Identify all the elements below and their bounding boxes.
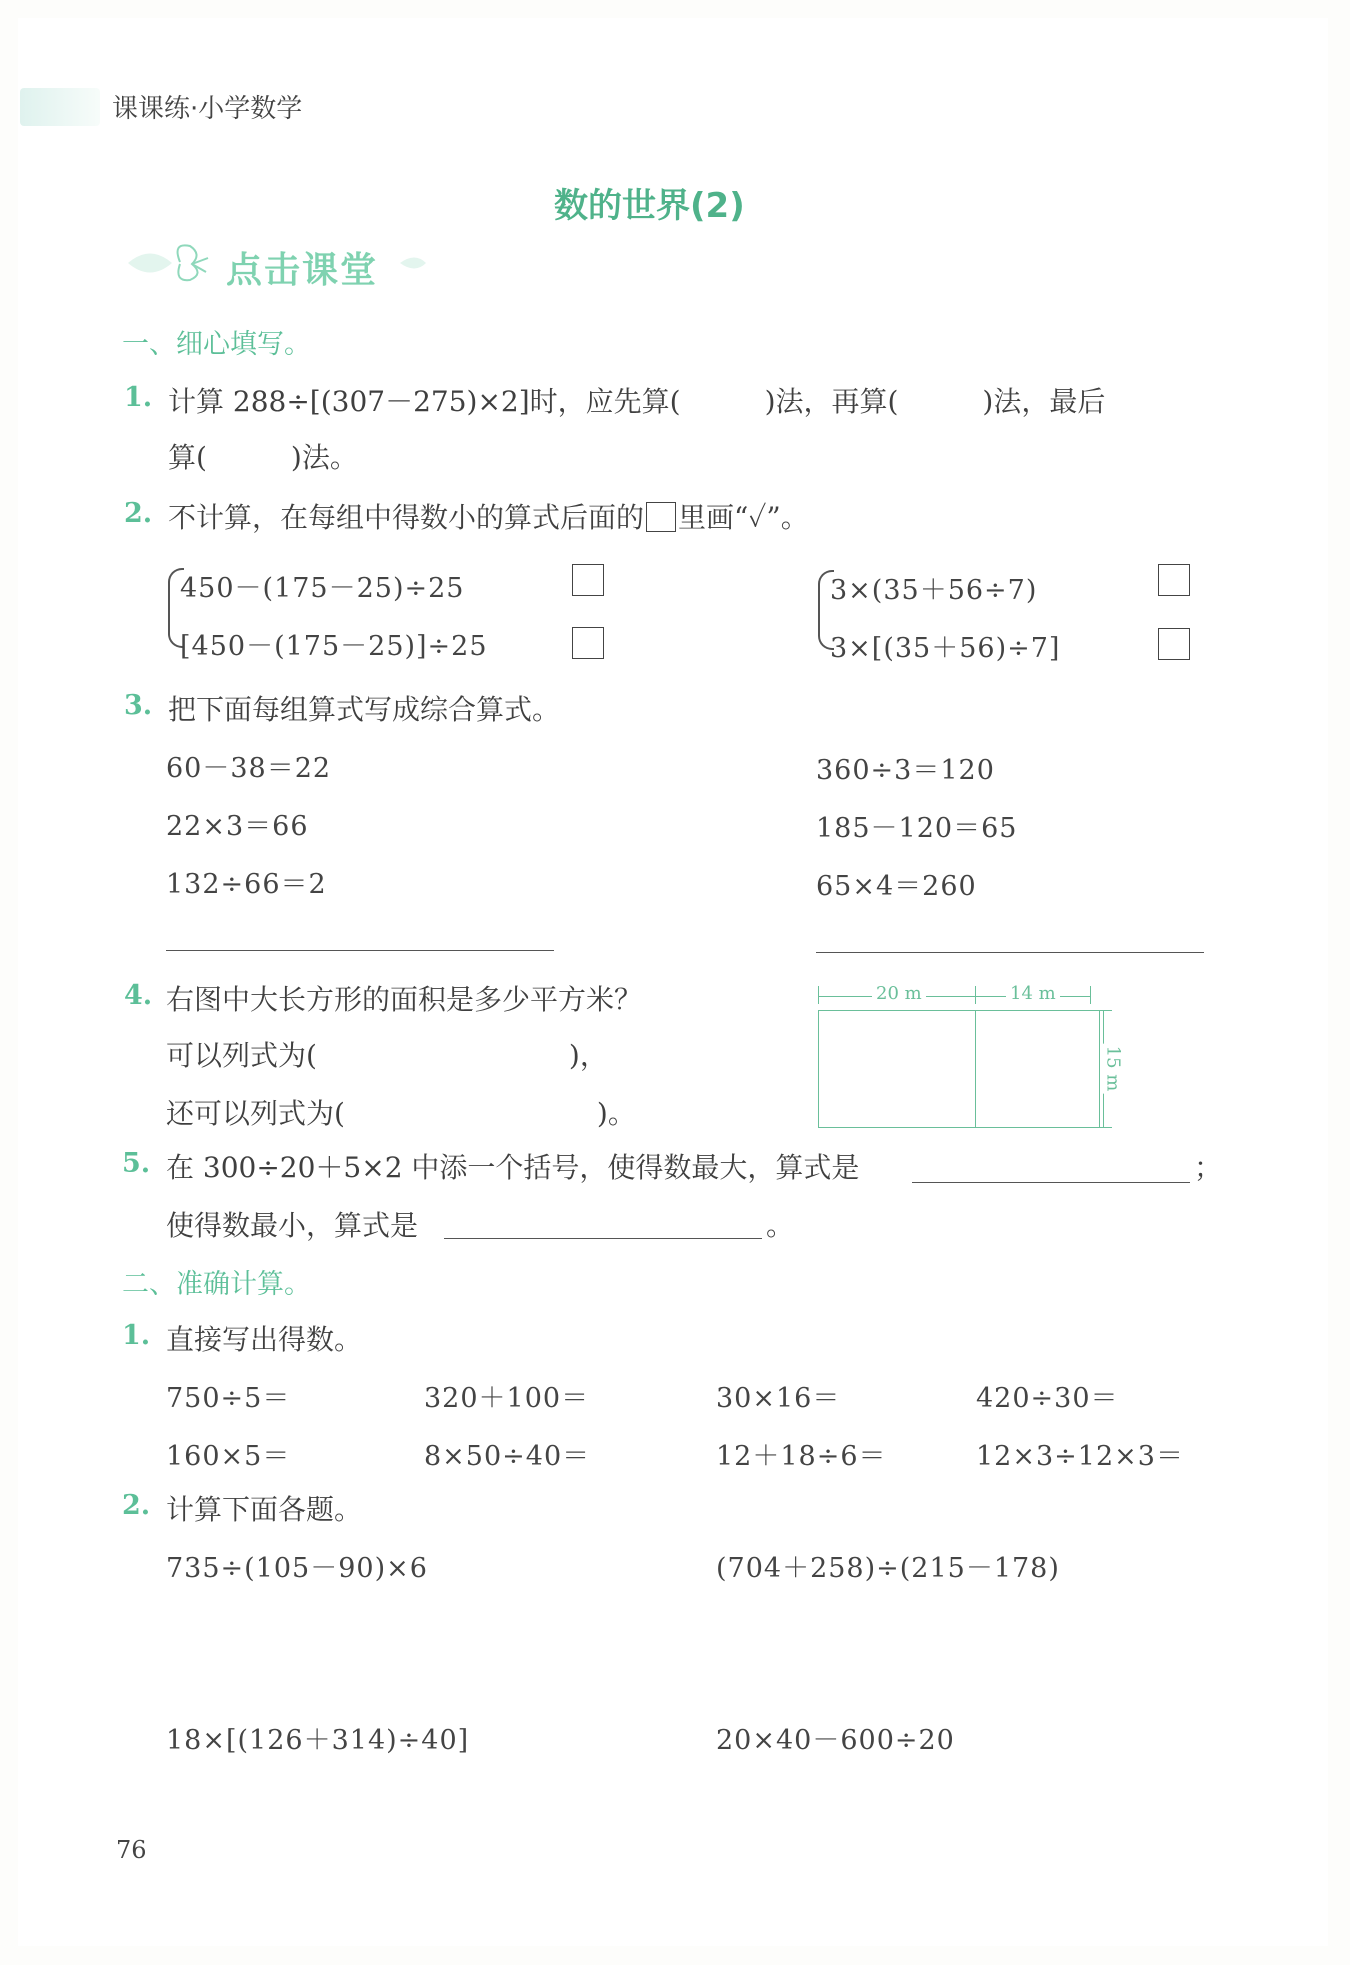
question-text (168, 496, 809, 536)
oral-calc-item: 320＋100＝ (424, 1383, 590, 1414)
checkbox-sample-icon (646, 502, 676, 532)
question-number: 2. (122, 1490, 151, 1521)
oral-calc-item: 30×16＝ (716, 1383, 841, 1414)
question-text: 直接写出得数。 (166, 1323, 363, 1356)
expression: [450－(175－25)]÷25 (180, 631, 488, 662)
answer-line[interactable] (444, 1238, 762, 1239)
calc-problem: 18×[(126＋314)÷40] (166, 1725, 470, 1756)
question-text: 计算下面各题。 (166, 1493, 363, 1526)
expression: 132÷66＝2 (166, 869, 327, 900)
answer-line[interactable] (816, 952, 1204, 953)
page-number: 76 (116, 1836, 147, 1864)
question-number: 1. (124, 382, 153, 413)
oral-calc-item: 12＋18÷6＝ (716, 1441, 887, 1472)
answer-line[interactable] (912, 1182, 1190, 1183)
answer-checkbox[interactable] (1158, 564, 1190, 596)
question-text-part: 不计算，在每组中得数小的算式后面的 (168, 501, 645, 534)
expression: 3×[(35＋56)÷7] (830, 633, 1061, 664)
question-text: 可以列式为( )， (166, 1039, 608, 1072)
question-text: 把下面每组算式写成综合算式。 (168, 693, 561, 726)
section-heading-calc: 二、准确计算。 (122, 1269, 311, 1300)
answer-checkbox[interactable] (572, 627, 604, 659)
question-text: ； (1194, 1151, 1223, 1184)
question-number: 3. (124, 690, 153, 721)
question-number: 1. (122, 1320, 151, 1351)
question-text-part: 里画“✓”。 (678, 501, 809, 534)
expression: 22×3＝66 (166, 811, 309, 842)
expression: 60－38＝22 (166, 753, 332, 784)
question-text: 。 (766, 1209, 795, 1242)
oral-calc-item: 8×50÷40＝ (424, 1441, 591, 1472)
expression: 3×(35＋56÷7) (830, 575, 1038, 606)
question-text: 在 300÷20＋5×2 中添一个括号，使得数最大，算式是 (166, 1151, 860, 1184)
question-number: 5. (122, 1148, 151, 1179)
dimension-tick (818, 986, 819, 1004)
oral-calc-item: 12×3÷12×3＝ (976, 1441, 1184, 1472)
question-text: 算( )法。 (168, 441, 358, 474)
book-series-header: 课课练·小学数学 (112, 94, 303, 124)
answer-checkbox[interactable] (572, 564, 604, 596)
width-label: 14 m (1006, 983, 1060, 1004)
width-label: 20 m (872, 983, 926, 1004)
page-title: 数的世界(2) (554, 186, 745, 226)
expression: 185－120＝65 (816, 813, 1018, 844)
question-text: 计算 288÷[(307－275)×2]时，应先算( )法，再算( )法，最后 (168, 385, 1106, 418)
question-text: 使得数最小，算式是 (166, 1209, 419, 1242)
header-decoration (20, 88, 100, 126)
dimension-tick (1090, 986, 1091, 1004)
section-heading-fill: 一、细心填写。 (122, 329, 311, 360)
question-text: 还可以列式为( )。 (166, 1097, 636, 1130)
oral-calc-item: 750÷5＝ (166, 1383, 291, 1414)
dimension-tick (975, 986, 976, 1004)
height-label: 15 m (1102, 1045, 1124, 1092)
answer-line[interactable] (166, 950, 554, 951)
calc-problem: 20×40－600÷20 (716, 1725, 955, 1756)
question-text: 右图中大长方形的面积是多少平方米？ (166, 983, 643, 1016)
expression: 65×4＝260 (816, 871, 977, 902)
rectangle-divider (975, 1010, 976, 1128)
calc-problem: 735÷(105－90)×6 (166, 1553, 428, 1584)
expression: 450－(175－25)÷25 (180, 573, 465, 604)
question-number: 2. (124, 498, 153, 529)
oral-calc-item: 160×5＝ (166, 1441, 291, 1472)
banner-title: 点击课堂 (226, 250, 379, 291)
question-number: 4. (124, 980, 153, 1011)
rectangle-figure (818, 1010, 1100, 1128)
calc-problem: (704＋258)÷(215－178) (716, 1553, 1060, 1584)
answer-checkbox[interactable] (1158, 628, 1190, 660)
expression: 360÷3＝120 (816, 755, 995, 786)
oral-calc-item: 420÷30＝ (976, 1383, 1119, 1414)
